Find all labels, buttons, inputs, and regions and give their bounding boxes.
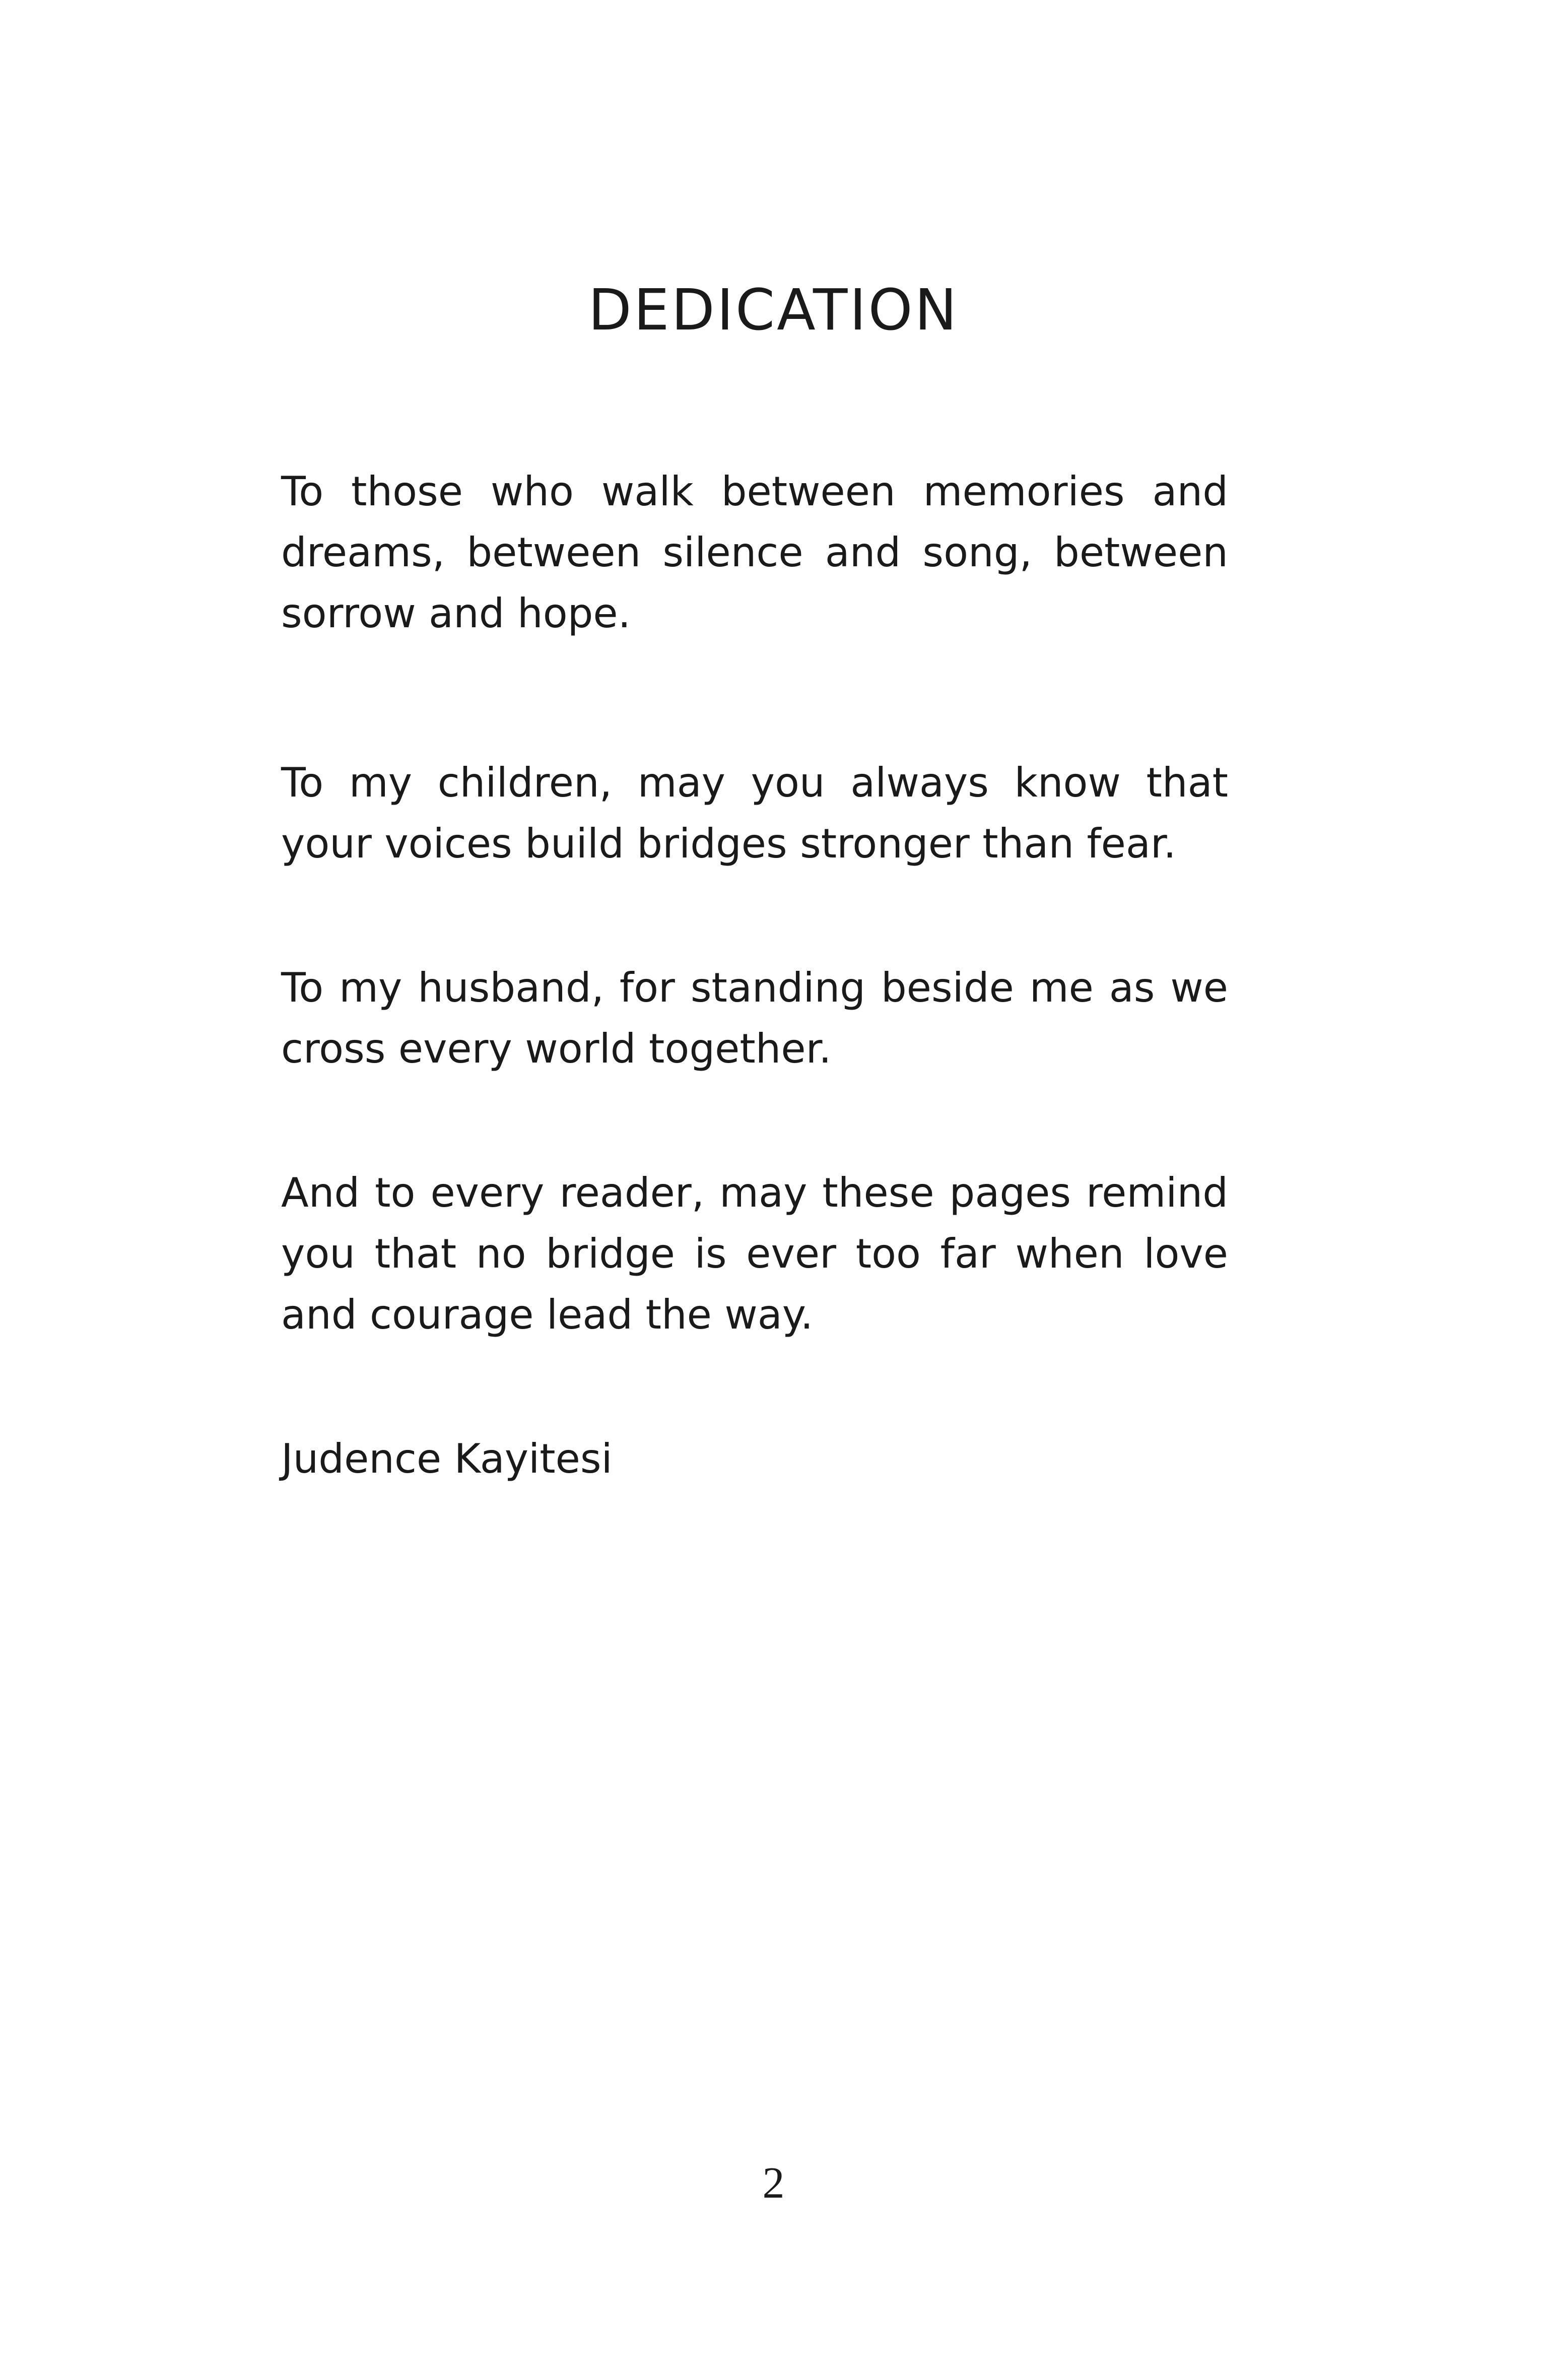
dedication-body	[281, 461, 1228, 1489]
author-signature: Judence Kayitesi	[281, 1435, 613, 1482]
dedication-paragraph: To my husband, for standing beside me as we cross every world together.	[281, 964, 1228, 1072]
dedication-paragraph: To those who walk between memories and dreams, between silence and song, between sorrow and hope.	[281, 468, 1228, 637]
dedication-paragraph: And to every reader, may these pages remind you that no bridge is ever too far when love and courage lead the way.	[281, 1169, 1228, 1338]
dedication-paragraph: To my children, may you always know that your voices build bridges stronger than fear.	[281, 759, 1228, 867]
page-number: 2	[762, 2159, 785, 2208]
page-title: DEDICATION	[588, 278, 959, 343]
